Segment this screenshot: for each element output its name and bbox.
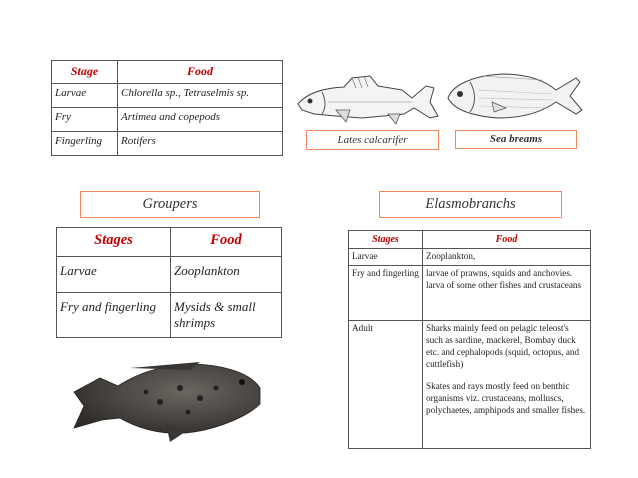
elasmobranchs-heading: Elasmobranchs bbox=[379, 191, 562, 218]
grouper-photo bbox=[70, 358, 270, 448]
groupers-header-food: Food bbox=[171, 228, 282, 257]
groupers-cell: Larvae bbox=[57, 257, 171, 293]
elasmo-cell: Fry and fingerling bbox=[349, 265, 423, 320]
sea-bream-illustration bbox=[442, 68, 587, 123]
sea-breams-label: Sea breams bbox=[455, 130, 577, 149]
elasmo-cell: Larvae bbox=[349, 249, 423, 266]
table-row bbox=[52, 108, 283, 132]
elasmo-cell bbox=[423, 320, 591, 448]
table-row bbox=[349, 249, 591, 266]
elasmo-cell: larvae of prawns, squids and anchovies. larva of some other fishes and crustaceans bbox=[423, 265, 591, 320]
table1-cell: Artimea and copepods bbox=[118, 108, 283, 132]
table-row bbox=[57, 293, 282, 338]
elasmo-header-stages: Stages bbox=[349, 231, 423, 249]
groupers-food-table bbox=[56, 227, 282, 338]
groupers-cell: Zooplankton bbox=[171, 257, 282, 293]
groupers-cell: Mysids & small shrimps bbox=[171, 293, 282, 338]
table1-cell: Rotifers bbox=[118, 132, 283, 156]
table1-cell: Larvae bbox=[52, 84, 118, 108]
fry-food-table bbox=[51, 60, 283, 156]
table1-header-stage: Stage bbox=[52, 61, 118, 84]
table-row bbox=[349, 265, 591, 320]
table1-header-food: Food bbox=[118, 61, 283, 84]
lates-fish-illustration bbox=[292, 70, 442, 128]
elasmo-food-skates: Skates and rays mostly feed on benthic organisms viz. crustaceans, molluscs, polychaetes, amphipods and smaller fishes. bbox=[426, 380, 586, 415]
table1-cell: Fingerling bbox=[52, 132, 118, 156]
table-row bbox=[52, 84, 283, 108]
groupers-heading: Groupers bbox=[80, 191, 260, 218]
elasmo-food-sharks: Sharks mainly feed on pelagic teleost's such as sardine, mackerel, Bombay duck etc. and cephalopods (squid, octopus, and cuttlefish) bbox=[426, 322, 580, 369]
elasmo-header-food: Food bbox=[423, 231, 591, 249]
table-row bbox=[57, 257, 282, 293]
elasmobranchs-food-table bbox=[348, 230, 591, 449]
table1-cell: Fry bbox=[52, 108, 118, 132]
table1-cell: Chlorella sp., Tetraselmis sp. bbox=[118, 84, 283, 108]
table-row bbox=[349, 320, 591, 448]
elasmo-cell: Adult bbox=[349, 320, 423, 448]
elasmo-cell: Zooplankton, bbox=[423, 249, 591, 266]
table-row bbox=[52, 132, 283, 156]
lates-calcarifer-label: Lates calcarifer bbox=[306, 130, 439, 150]
groupers-header-stages: Stages bbox=[57, 228, 171, 257]
groupers-cell: Fry and fingerling bbox=[57, 293, 171, 338]
